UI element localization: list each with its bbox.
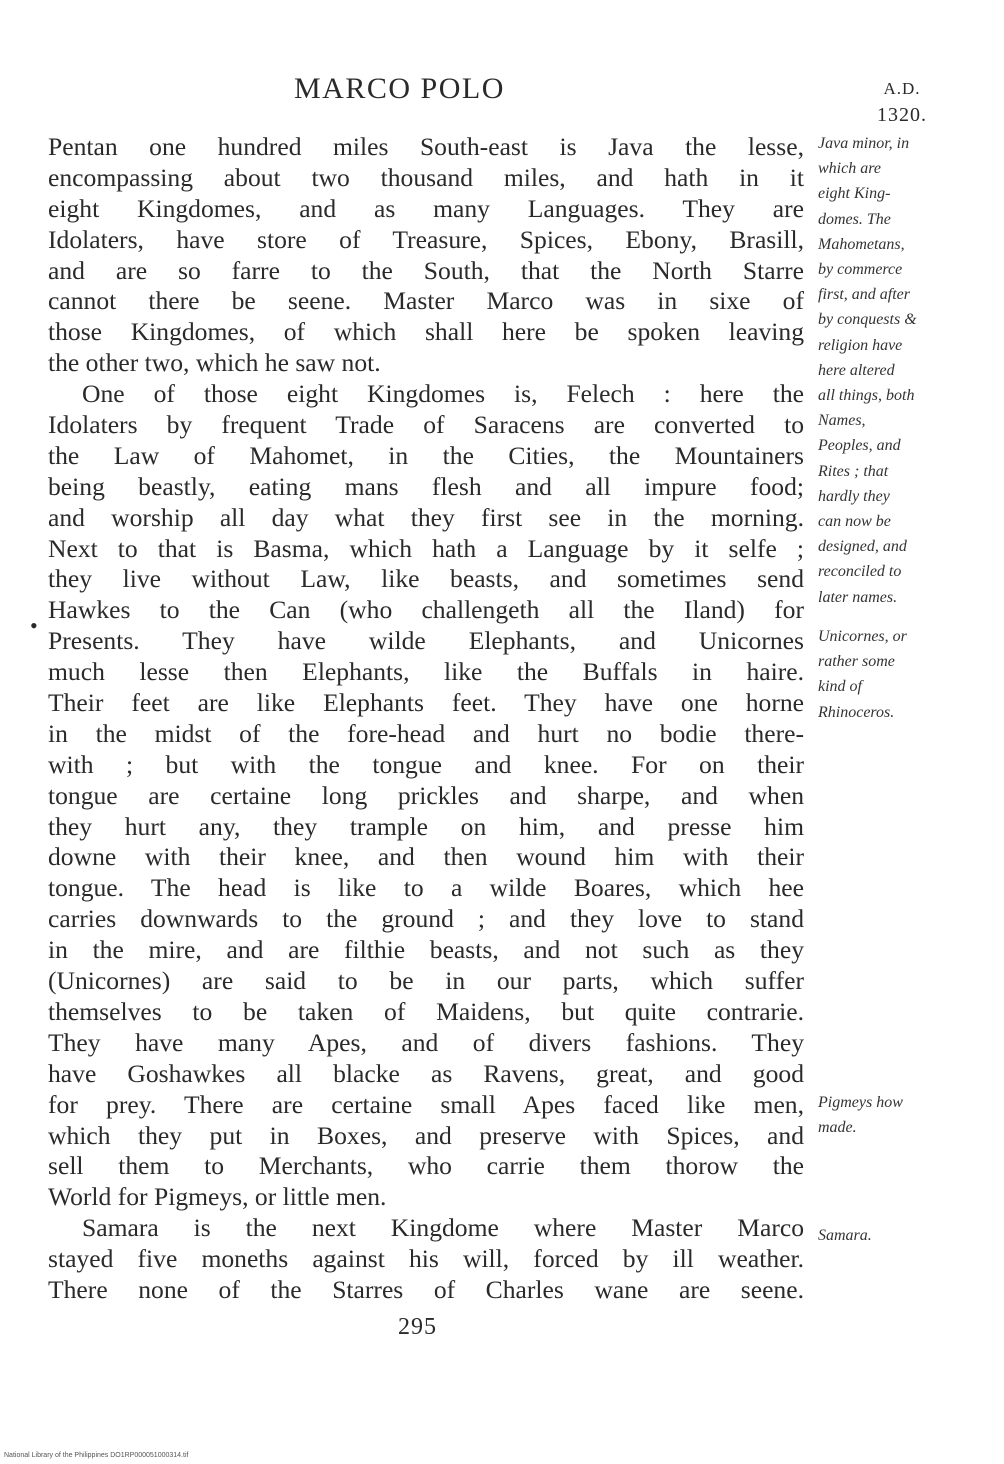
text-line: Next to that is Basma, which hath a Language by it selfe ; [48, 533, 804, 563]
text-line: downe with their knee, and then wound him with their [48, 842, 804, 872]
text-line: the other two, which he saw not. [48, 348, 381, 378]
margin-note-line: by commerce [818, 261, 903, 279]
margin-note-line: designed, and [818, 538, 907, 556]
text-line: eight Kingdomes, and as many Languages. They are [48, 193, 804, 223]
margin-note-line: hardly they [818, 487, 890, 505]
text-line: sell them to Merchants, who carrie them thorow the [48, 1151, 804, 1181]
margin-note-line: all things, both [818, 387, 915, 405]
margin-note-unicornes [818, 624, 968, 725]
margin-note-line: Names, [818, 412, 866, 430]
text-line: those Kingdomes, of which shall here be spoken leaving [48, 317, 804, 347]
text-line: (Unicornes) are said to be in our parts, which suffer [48, 966, 804, 996]
margin-note-line: here altered [818, 361, 895, 379]
margin-note-line: can now be [818, 513, 891, 531]
text-line: carries downwards to the ground ; and they love to stand [48, 904, 804, 934]
text-line: themselves to be taken of Maidens, but quite contrarie. [48, 996, 804, 1026]
margin-note-java [818, 131, 968, 610]
text-line: They have many Apes, and of divers fashions. They [48, 1027, 804, 1057]
margin-note-line: reconciled to [818, 563, 902, 581]
margin-note-line: eight King- [818, 185, 891, 203]
text-line: for prey. There are certaine small Apes faced like men, [48, 1089, 804, 1119]
margin-note-line: Peoples, and [818, 437, 901, 455]
text-line: they live without Law, like beasts, and sometimes send [48, 564, 804, 594]
margin-note-line: first, and after [818, 286, 911, 304]
margin-note-pigmeys [818, 1090, 968, 1140]
text-line: the Law of Mahomet, in the Cities, the Mountainers [48, 440, 804, 470]
margin-note-line: Java minor, in [818, 135, 910, 152]
page-number: 295 [398, 1314, 437, 1340]
margin-note-samara [818, 1223, 968, 1248]
text-line: tongue. The head is like to a wilde Boares, which hee [48, 873, 804, 903]
text-line: Their feet are like Elephants feet. They have one horne [48, 688, 804, 718]
text-line: Samara is the next Kingdome where Master Marco [82, 1213, 804, 1243]
margin-note-line: Unicornes, or [818, 628, 907, 645]
margin-note-line: Pigmeys how [818, 1094, 903, 1111]
scan-credit: National Library of the Philippines DO1RP000051000314.tif [4, 1452, 189, 1459]
text-line: and worship all day what they first see in the morning. [48, 502, 804, 532]
margin-note-line: made. [818, 1119, 857, 1137]
text-line: Idolaters by frequent Trade of Saracens are converted to [48, 410, 804, 440]
margin-note-line: later names. [818, 588, 898, 606]
year-value: 1320. [877, 104, 927, 126]
running-title: MARCO POLO [294, 72, 505, 105]
text-line: which they put in Boxes, and preserve with Spices, and [48, 1120, 804, 1150]
margin-note-line: domes. The [818, 210, 891, 228]
text-line: have Goshawkes all blacke as Ravens, great, and good [48, 1058, 804, 1088]
text-line: in the mire, and are filthie beasts, and not such as they [48, 935, 804, 965]
text-line: stayed five moneths against his will, forced by ill weather. [48, 1244, 804, 1274]
text-line: Pentan one hundred miles South-east is Java the lesse, [48, 132, 804, 161]
margin-note-line: religion have [818, 336, 903, 354]
margin-note-line: Mahometans, [818, 235, 905, 253]
year-label: A.D. [883, 79, 921, 98]
text-line: Idolaters, have store of Treasure, Spices, Ebony, Brasill, [48, 224, 804, 254]
text-line: One of those eight Kingdomes is, Felech : here the [82, 379, 804, 409]
margin-note-line: rather some [818, 653, 895, 671]
text-line: There none of the Starres of Charles wane are seene. [48, 1274, 804, 1304]
text-line: World for Pigmeys, or little men. [48, 1182, 387, 1212]
text-line: with ; but with the tongue and knee. For on their [48, 749, 804, 779]
text-line: encompassing about two thousand miles, and hath in it [48, 162, 804, 192]
margin-note-line: Rites ; that [818, 462, 889, 480]
text-line: they hurt any, they trample on him, and presse him [48, 811, 804, 841]
text-line: and are so farre to the South, that the North Starre [48, 255, 804, 285]
text-line: cannot there be seene. Master Marco was in sixe of [48, 286, 804, 316]
margin-note-line: Samara. [818, 1227, 872, 1244]
text-line: Presents. They have wilde Elephants, and Unicornes [48, 626, 804, 656]
margin-note-line: Rhinoceros. [818, 703, 895, 721]
margin-note-line: kind of [818, 678, 862, 696]
text-line: being beastly, eating mans flesh and all impure food; [48, 471, 804, 501]
margin-note-line: which are [818, 160, 881, 178]
text-line: Hawkes to the Can (who challengeth all the Iland) for [48, 595, 804, 625]
year-marker [852, 76, 952, 128]
text-line: in the midst of the fore-head and hurt no bodie there- [48, 718, 804, 748]
margin-note-line: by conquests & [818, 311, 917, 329]
text-line: tongue are certaine long prickles and sharpe, and when [48, 780, 804, 810]
text-line: much lesse then Elephants, like the Buffals in haire. [48, 657, 804, 687]
body-text [48, 132, 804, 1306]
margin-bullet-mark: • [30, 613, 38, 638]
